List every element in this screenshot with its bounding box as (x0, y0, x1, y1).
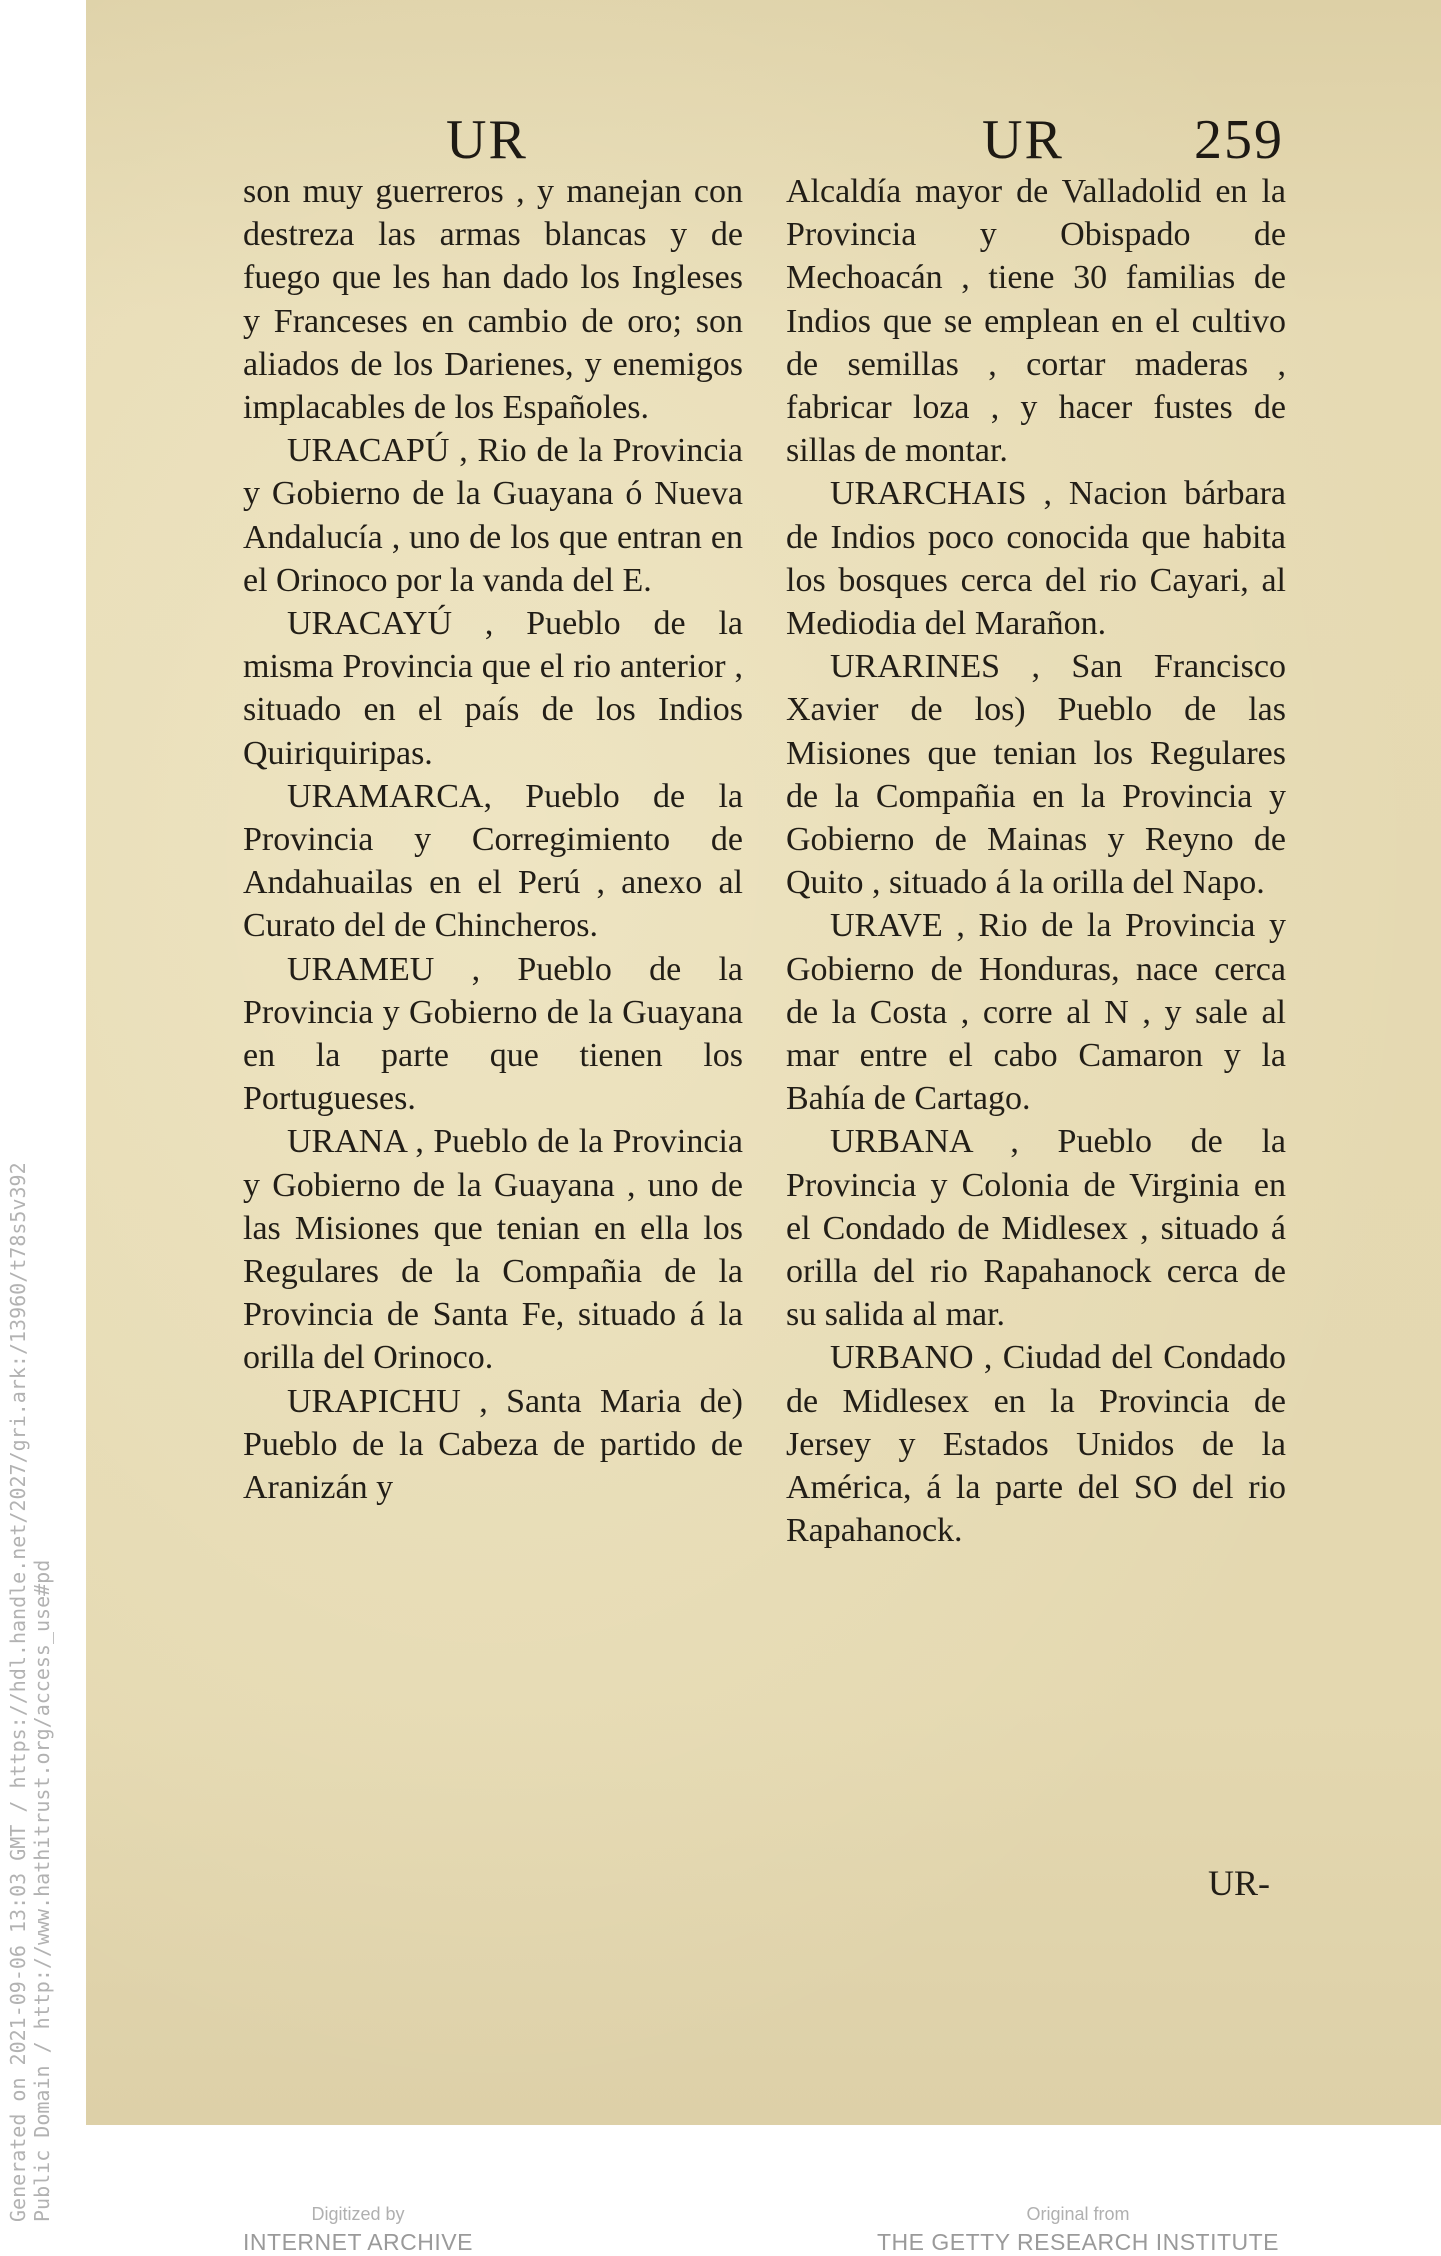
entry-paragraph: URACAYÚ , Pueblo de la misma Provincia que el rio anterior , situado en el país de los Indios Quiriquiripas. (243, 605, 743, 772)
watermark-line-1: Generated on 2021-09-06 13:03 GMT / https://hdl.handle.net/2027/gri.ark:/13960/t78s5v392 (6, 1162, 30, 2222)
catchword: UR- (1208, 1863, 1270, 1903)
book-page (86, 0, 1441, 2125)
internet-archive-label: INTERNET ARCHIVE (243, 2229, 473, 2255)
original-from-credit (868, 2204, 1288, 2256)
continuation-paragraph: son muy guerreros , y manejan con destreza las armas blancas y de fuego que les han dado los Ingleses y Franceses en cambio de oro; son aliados de los Darienes, y enemigos implacables de los Españoles. (243, 173, 743, 427)
entry-paragraph: URACAPÚ , Rio de la Provincia y Gobierno de la Guayana ó Nueva Andalucía , uno de los que entran en el Orinoco por la vanda del E. (243, 432, 743, 599)
entry-paragraph: URARCHAIS , Nacion bárbara de Indios poco conocida que habita los bosques cerca del rio Cayari, al Mediodia del Marañon. (786, 475, 1286, 643)
watermark-line-2: Public Domain / http://www.hathitrust.org/access_use#pd (30, 1559, 54, 2222)
entry-paragraph: URAMARCA, Pueblo de la Provincia y Corregimiento de Andahuailas en el Perú , anexo al Curato del de Chincheros. (243, 777, 743, 945)
running-header-left: UR (446, 109, 528, 171)
entry-paragraph: URANA , Pueblo de la Provincia y Gobierno de la Guayana , uno de las Misiones que tenian en ella los Regulares de la Compañia de la Provincia de Santa Fe, situado á la orilla del Orinoco. (243, 1123, 743, 1377)
right-column (786, 170, 1286, 1553)
left-column (243, 170, 743, 1509)
entry-paragraph: URBANA , Pueblo de la Provincia y Colonia de Virginia en el Condado de Midlesex , situado á orilla del rio Rapahanock cerca de su salida al mar. (786, 1123, 1286, 1334)
entry-paragraph: URAVE , Rio de la Provincia y Gobierno de Honduras, nace cerca de la Costa , corre al N , y sale al mar entre el cabo Camaron y la Bahía de Cartago. (786, 907, 1286, 1118)
entry-paragraph: URAPICHU , Santa Maria de) Pueblo de la Cabeza de partido de Aranizán y (243, 1382, 743, 1507)
continuation-paragraph: Alcaldía mayor de Valladolid en la Provincia y Obispado de Mechoacán , tiene 30 familias de Indios que se emplean en el cultivo de semillas , cortar maderas , fabricar loza , y hacer fustes de sillas de montar. (786, 173, 1286, 470)
digitized-by-credit (218, 2204, 498, 2256)
entry-paragraph: URBANO , Ciudad del Condado de Midlesex en la Provincia de Jersey y Estados Unidos de la América, á la parte del SO del rio Rapahanock. (786, 1339, 1286, 1550)
running-header-right: UR (982, 109, 1064, 171)
hathitrust-watermark (6, 1162, 54, 2222)
page-number: 259 (1194, 109, 1284, 171)
original-from-label: Original from (1026, 2204, 1130, 2224)
digitized-by-label: Digitized by (311, 2204, 405, 2224)
entry-paragraph: URAMEU , Pueblo de la Provincia y Gobierno de la Guayana en la parte que tienen los Portugueses. (243, 950, 743, 1118)
entry-paragraph: URARINES , San Francisco Xavier de los) Pueblo de las Misiones que tenian los Regulares de la Compañia en la Provincia y Gobierno de Mainas y Reyno de Quito , situado á la orilla del Napo. (786, 648, 1286, 902)
getty-institute-label: THE GETTY RESEARCH INSTITUTE (876, 2229, 1280, 2255)
